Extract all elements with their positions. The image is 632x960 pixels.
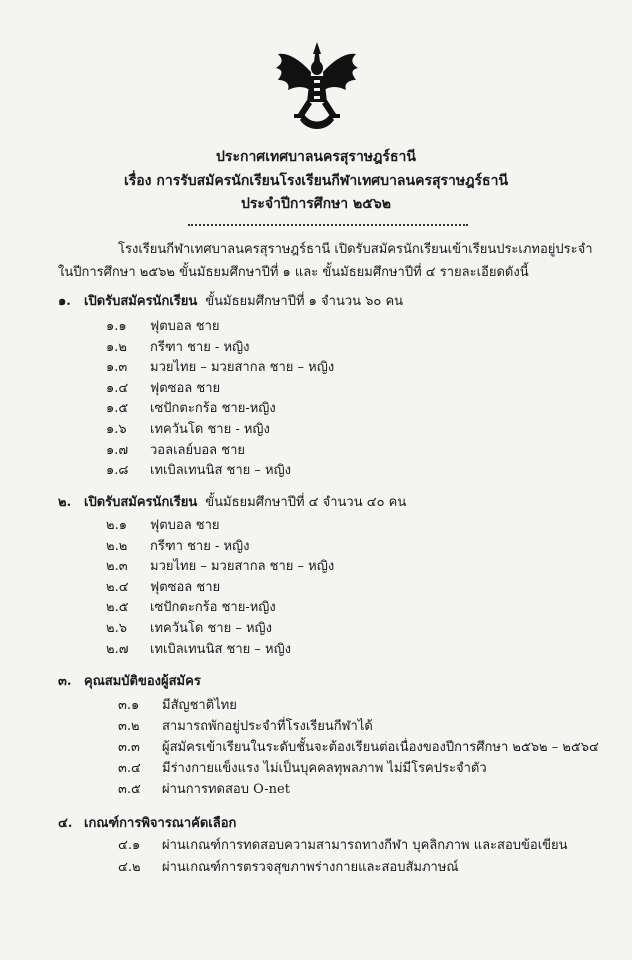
item-text: ผ่านเกณฑ์การทดสอบความสามารถทางกีฬา บุคลิกภาพ และสอบข้อเขียน (162, 838, 568, 853)
item-number: ๒.๓ (106, 559, 128, 575)
section-title: เกณฑ์การพิจารณาคัดเลือก (84, 816, 237, 831)
list-item (106, 336, 249, 357)
list-item (118, 736, 599, 757)
section-number: ๑. (58, 294, 71, 309)
item-text: มีสัญชาติไทย (162, 698, 237, 713)
item-number: ๑.๓ (106, 360, 128, 376)
item-number: ๓.๕ (118, 782, 141, 797)
item-text: ฟุตซอล ชาย (150, 380, 221, 396)
list-item (106, 576, 220, 597)
list-item (106, 439, 245, 460)
item-number: ๑.๘ (106, 463, 129, 479)
item-number: ๓.๓ (118, 740, 140, 755)
dotted-divider (188, 224, 468, 226)
item-number: ๒.๕ (106, 600, 129, 616)
item-number: ๑.๗ (106, 442, 129, 458)
item-number: ๓.๔ (118, 761, 141, 776)
item-text: ฟุตซอล ชาย (150, 579, 221, 595)
item-text: มวยไทย – มวยสากล ชาย – หญิง (150, 559, 335, 575)
item-text: เซปักตะกร้อ ชาย-หญิง (150, 401, 276, 417)
item-text: เทควันโด ชาย - หญิง (150, 422, 270, 437)
list-item (118, 715, 373, 736)
section-heading (58, 812, 244, 833)
item-number: ๑.๔ (106, 380, 129, 396)
item-text: กรีฑา ชาย - หญิง (150, 339, 250, 355)
list-item (118, 856, 458, 877)
item-number: ๓.๒ (118, 719, 140, 734)
list-item (118, 834, 568, 855)
item-text: ผ่านเกณฑ์การตรวจสุขภาพร่างกายและสอบสัมภาษณ์ (162, 860, 459, 875)
section-title: เปิดรับสมัครนักเรียน (84, 495, 198, 510)
item-text: เทควันโด ชาย – หญิง (150, 621, 272, 636)
item-number: ๑.๕ (106, 401, 129, 417)
item-text: ผู้สมัครเข้าเรียนในระดับชั้นจะต้องเรียนต่อเนื่องของปีการศึกษา ๒๕๖๒ – ๒๕๖๔ (162, 740, 599, 755)
announcement-subject: เรื่อง การรับสมัครนักเรียนโรงเรียนกีฬาเทศบาลนครสุราษฎร์ธานี (123, 173, 509, 189)
item-number: ๑.๑ (106, 319, 127, 334)
item-text: มีร่างกายแข็งแรง ไม่เป็นบุคคลทุพลภาพ ไม่มีโรคประจำตัว (162, 761, 487, 776)
announcement-title: ประกาศเทศบาลนครสุราษฎร์ธานี (216, 149, 416, 165)
list-item (106, 315, 220, 336)
item-text: สามารถพักอยู่ประจำที่โรงเรียนกีฬาได้ (162, 719, 373, 734)
list-item (106, 596, 276, 617)
list-item (118, 778, 290, 799)
intro-line-2: ในปีการศึกษา ๒๕๖๒ ขั้นมัธยมศึกษาปีที่ ๑ และ ขั้นมัธยมศึกษาปีที่ ๔ รายละเอียดดังนี้ (58, 265, 529, 280)
item-number: ๒.๑ (106, 518, 127, 533)
list-item (106, 555, 334, 576)
garuda-emblem-icon (274, 40, 360, 132)
section-number: ๔. (58, 816, 73, 831)
item-text: ผ่านการทดสอบ O-net (162, 782, 290, 797)
item-text: กรีฑา ชาย - หญิง (150, 538, 250, 554)
item-number: ๑.๒ (106, 339, 127, 355)
item-text: ฟุตบอล ชาย (150, 518, 220, 533)
list-item (106, 617, 272, 638)
intro-line-1: โรงเรียนกีฬาเทศบาลนครสุราษฎร์ธานี เปิดรับสมัครนักเรียนเข้าเรียนประเภทอยู่ประจำ (118, 242, 593, 257)
item-text: เทเบิลเทนนิส ชาย – หญิง (150, 463, 292, 479)
item-text: วอลเลย์บอล ชาย (150, 442, 245, 458)
item-number: ๔.๑ (118, 838, 141, 853)
list-item (106, 514, 220, 535)
item-text: ฟุตบอล ชาย (150, 319, 220, 334)
list-item (106, 397, 276, 418)
section-detail: ขั้นมัธยมศึกษาปีที่ ๔ จำนวน ๔๐ คน (205, 495, 407, 510)
item-number: ๔.๒ (118, 860, 141, 875)
list-item (106, 418, 270, 439)
item-number: ๒.๔ (106, 579, 129, 595)
section-title: เปิดรับสมัครนักเรียน (84, 294, 198, 309)
item-text: เทเบิลเทนนิส ชาย – หญิง (150, 641, 292, 657)
section-heading (58, 491, 406, 512)
item-text: เซปักตะกร้อ ชาย-หญิง (150, 600, 276, 616)
list-item (106, 638, 291, 659)
section-title: คุณสมบัติของผู้สมัคร (84, 674, 201, 689)
item-number: ๒.๒ (106, 538, 128, 554)
list-item (106, 377, 220, 398)
item-number: ๒.๖ (106, 621, 127, 636)
item-number: ๓.๑ (118, 698, 140, 713)
academic-year-line: ประจำปีการศึกษา ๒๕๖๒ (240, 196, 391, 212)
section-heading (58, 670, 209, 691)
list-item (106, 356, 334, 377)
list-item (118, 694, 237, 715)
list-item (118, 757, 487, 778)
list-item (106, 459, 291, 480)
section-number: ๒. (58, 495, 72, 510)
section-heading (58, 290, 403, 311)
item-number: ๑.๖ (106, 422, 127, 437)
section-detail: ขั้นมัธยมศึกษาปีที่ ๑ จำนวน ๖๐ คน (205, 294, 404, 309)
section-number: ๓. (58, 674, 72, 689)
item-number: ๒.๗ (106, 641, 129, 657)
list-item (106, 535, 249, 556)
item-text: มวยไทย – มวยสากล ชาย – หญิง (150, 360, 335, 376)
